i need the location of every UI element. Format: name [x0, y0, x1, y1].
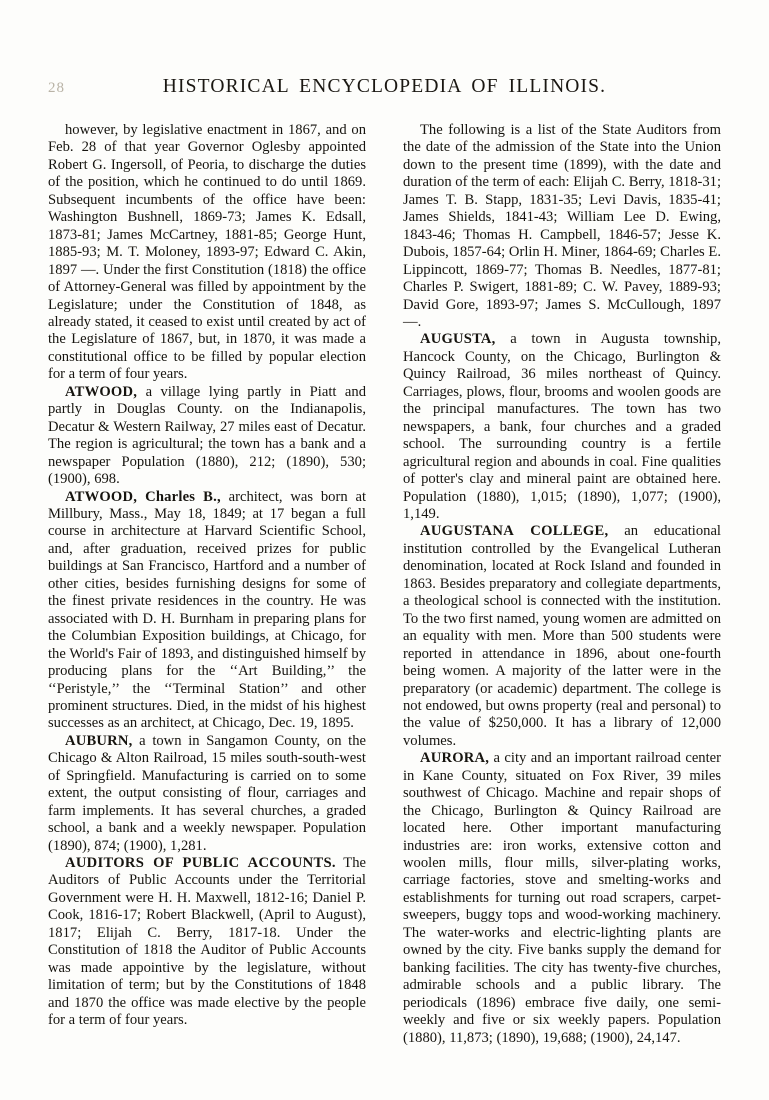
entry-body: an educational institution controlled by the Evangelical Lutheran denomination, located at Rock Island and founded in 1863. Besides preparatory and collegiate departments, a theological school is connected with the institution. To the two first named, young women are admitted on an equality with men. More than 500 students were reported in attendance in 1896, about one-fourth being women. A majority of the latter were in the preparatory (or academic) department. The college is not endowed, but owns property (real and personal) to the value of $250,000. It has a library of 12,000 volumes. — [403, 523, 721, 749]
entry-headword: AUBURN, — [65, 732, 133, 749]
entry-headword: ATWOOD, Charles B., — [65, 488, 221, 505]
left-column — [48, 122, 366, 1047]
entry-headword: AUGUSTANA COLLEGE, — [420, 523, 609, 540]
entry-auburn — [48, 733, 366, 855]
entry-attorney-general-continued — [48, 122, 366, 384]
entry-headword: AUGUSTA, — [420, 331, 496, 348]
entry-augustana-college — [403, 523, 721, 750]
entry-body: The Auditors of Public Accounts under the Territorial Government were H. H. Maxwell, 1812-16; Daniel P. Cook, 1816-17; Robert Blackwell, (April to August), 1817; Elijah C. Berry, 1817-18. Under the Constitution of 1818 the Auditor of Public Accounts was made appointive by the legislature, without limitation of term; but by the Constitutions of 1848 and 1870 the office was made elective by the people for a term of four years. — [48, 855, 366, 1029]
entry-state-auditors-list — [403, 122, 721, 331]
two-column-body — [48, 122, 721, 1047]
entry-atwood-village — [48, 384, 366, 489]
entry-headword: AUDITORS OF PUBLIC ACCOUNTS. — [65, 855, 336, 872]
entry-headword: AURORA, — [420, 750, 490, 767]
running-head — [48, 76, 721, 106]
entry-atwood-charles-b — [48, 489, 366, 733]
entry-body: a city and an important railroad center in Kane County, situated on Fox River, 39 miles southwest of Chicago. Machine and repair shops of the Chicago, Burlington & Quincy Railroad are located here. Other important manufacturing industries are: iron works, extensive cotton and woolen mills, flour mills, silver-plating works, carriage factories, stove and smelting-works and establishments for turning out road scrapers, carpet-sweepers, buggy tops and wood-working machinery. The water-works and electric-lighting plants are owned by the city. Five banks supply the demand for banking facilities. The city has twenty-five churches, admirable schools and a public library. The periodicals (1896) embrace five daily, one semi-weekly and five or six weekly papers. Population (1880), 11,873; (1890), 19,688; (1900), 24,147. — [403, 750, 721, 1046]
entry-augusta — [403, 331, 721, 523]
page-number: 28 — [48, 80, 65, 96]
entry-auditors-of-public-accounts — [48, 855, 366, 1030]
page-title: HISTORICAL ENCYCLOPEDIA OF ILLINOIS. — [162, 76, 607, 97]
entry-body: architect, was born at Millbury, Mass., May 18, 1849; at 17 began a full course in architecture at Harvard Scientific School, and, after graduation, received prizes for public buildings at San Francisco, Hartford and a number of other cities, besides furnishing designs for some of the finest private residences in the country. He was associated with D. H. Burnham in preparing plans for the Columbian Exposition buildings, at Chicago, for the World's Fair of 1893, and distinguished himself by producing plans for the ‘‘Art Building,’’ the ‘‘Peristyle,’’ the ‘‘Terminal Station’’ and other prominent structures. Died, in the midst of his highest successes as an architect, at Chicago, Dec. 19, 1895. — [48, 488, 366, 732]
entry-aurora — [403, 750, 721, 1047]
right-column — [403, 122, 721, 1047]
entry-body: a village lying partly in Piatt and partly in Douglas County. on the Indianapolis, Decatur & Western Railway, 27 miles east of Decatur. The region is agricultural; the town has a bank and a newspaper Population (1880), 212; (1890), 530; (1900), 698. — [48, 383, 366, 488]
entry-body: a town in Sangamon County, on the Chicago & Alton Railroad, 15 miles south-south-west of Springfield. Manufacturing is carried on to some extent, the output consisting of flour, carriages and farm implements. It has several churches, a graded school, a bank and a weekly newspaper. Population (1890), 874; (1900), 1,281. — [48, 732, 366, 854]
entry-body: a town in Augusta township, Hancock County, on the Chicago, Burlington & Quincy Railroad, 36 miles northeast of Quincy. Carriages, plows, flour, brooms and woolen goods are the principal manufactures. The town has two newspapers, a bank, four churches and a graded school. The surrounding country is a fertile agricultural region and abounds in coal. Fine qualities of potter's clay and mineral paint are obtained here. Population (1880), 1,015; (1890), 1,077; (1900), 1,149. — [403, 331, 721, 522]
entry-body: however, by legislative enactment in 1867, and on Feb. 28 of that year Governor Oglesby appointed Robert G. Ingersoll, of Peoria, to discharge the duties of the position, which he continued to do until 1869. Subsequent incumbents of the office have been: Washington Bushnell, 1869-73; James K. Edsall, 1873-81; James McCartney, 1881-85; George Hunt, 1885-93; M. T. Moloney, 1893-97; Edward C. Akin, 1897 —. Under the first Constitution (1818) the office of Attorney-General was filled by appointment by the Legislature; under the Constitution of 1848, as already stated, it ceased to exist until created by act of the Legislature of 1867, but, in 1870, it was made a constitutional office to be filled by popular election for a term of four years. — [48, 122, 366, 383]
entry-headword: ATWOOD, — [65, 383, 138, 400]
entry-body: The following is a list of the State Auditors from the date of the admission of the State into the Union down to the present time (1899), with the date and duration of the term of each: Elijah C. Berry, 1818-31; James T. B. Stapp, 1831-35; Levi Davis, 1835-41; James Shields, 1841-43; William Lee D. Ewing, 1843-46; Thomas H. Campbell, 1846-57; Jesse K. Dubois, 1857-64; Orlin H. Miner, 1864-69; Charles E. Lippincott, 1869-77; Thomas B. Needles, 1877-81; Charles P. Swigert, 1881-89; C. W. Pavey, 1889-93; David Gore, 1893-97; James S. McCullough, 1897 —. — [403, 122, 721, 330]
